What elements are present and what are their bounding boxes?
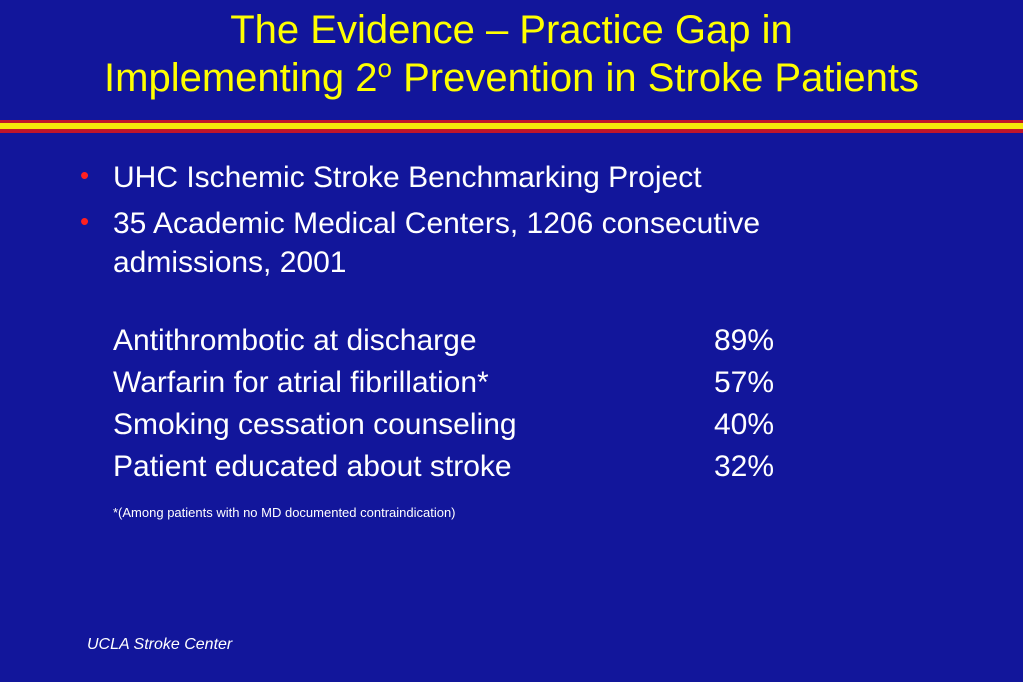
title-superscript: o [377,53,392,83]
stat-label-antithrombotic: Antithrombotic at discharge [113,324,477,357]
stat-label-smoking: Smoking cessation counseling [113,408,517,441]
bullet-text-2-line-1: 35 Academic Medical Centers, 1206 consecutive [113,207,761,240]
title-line-2-end: Prevention in Stroke Patients [392,56,919,100]
stat-value-smoking: 40% [714,408,775,441]
stat-value-education: 32% [714,450,775,483]
bullet-text-2-line-2: admissions, 2001 [113,246,347,279]
footnote: *(Among patients with no MD documented contraindication) [113,505,456,520]
title-line-2 [0,54,1023,102]
footer-source: UCLA Stroke Center [87,636,233,653]
slide-title [0,6,1023,102]
stat-value-antithrombotic: 89% [714,324,775,357]
bullet-marker-2: • [80,206,90,236]
title-divider-red-bottom [0,129,1023,133]
stat-label-warfarin: Warfarin for atrial fibrillation* [113,366,489,399]
title-line-1: The Evidence – Practice Gap in [230,8,793,52]
stat-value-warfarin: 57% [714,366,775,399]
title-line-2-start: Implementing 2 [104,56,378,100]
stat-label-education: Patient educated about stroke [113,450,512,483]
bullet-text-1: UHC Ischemic Stroke Benchmarking Project [113,161,702,194]
bullet-marker-1: • [80,160,90,190]
